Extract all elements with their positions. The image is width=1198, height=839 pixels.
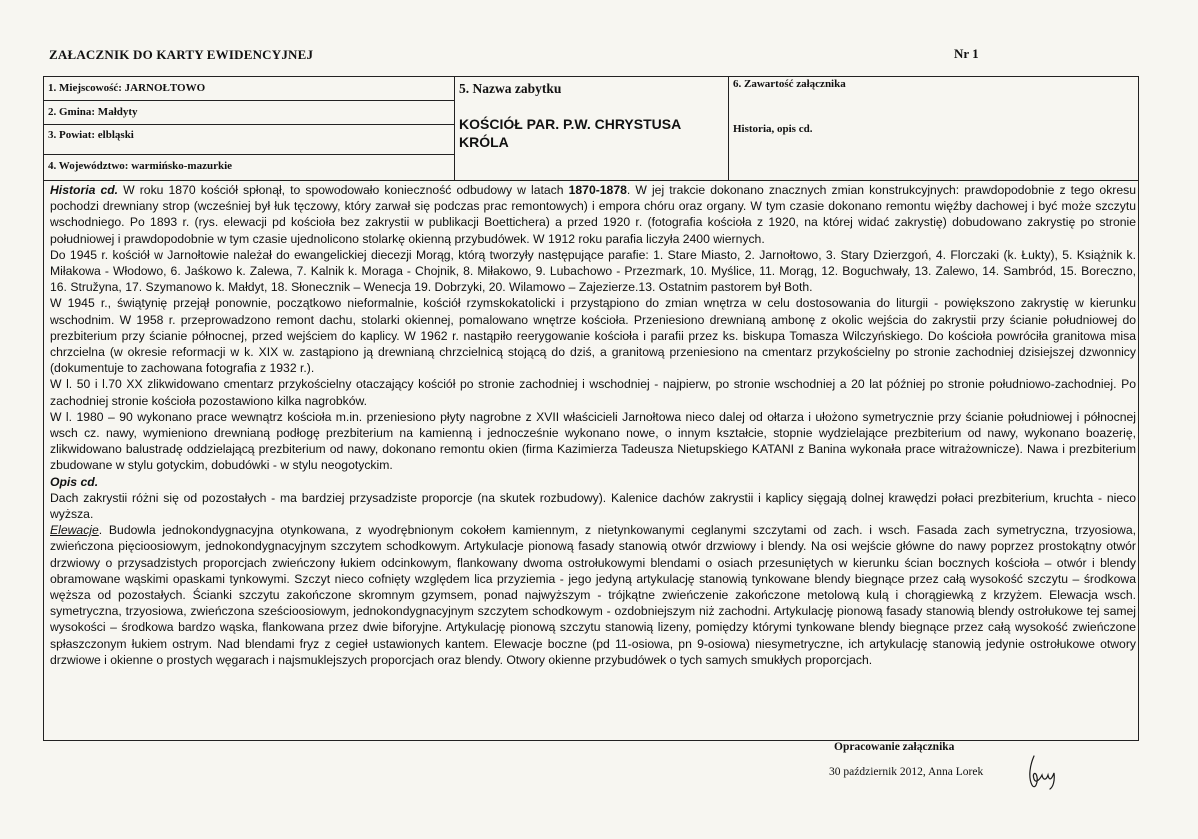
attachment-number: Nr 1 xyxy=(954,46,979,61)
monument-name-label: 5. Nazwa zabytku xyxy=(459,81,562,96)
paragraph-1980: W l. 1980 – 90 wykonano prace wewnątrz kościoła m.in. przeniesiono płyty nagrobne z XVII właścicieli Jarnołtowa nieco dalej od ołtarza i ułożono symetrycznie przy ścianie południowej i północnej wsch cz. nawy, wymieniono drewnianą podłogę prezbiterium na kamienną i jednocześnie wykonano nowe, o innym kształcie, stopnie wydzielające prezbiterium od nawy, wykonano boazerię, zlikwidowano balustradę oddzielającą prezbiterium od nawy, dokonano remontu okien (firma Kazimierza Tadeusza Nietupskiego KATANI z Banina wykonała prace witrażownicze). Nawa i prezbiterium zbudowane w stylu gotyckim, dobudówki - w stylu neogotyckim. xyxy=(50,409,1136,473)
history-text-a: W roku 1870 kościół spłonął, to spowodowało konieczność odbudowy w latach xyxy=(118,183,569,197)
prepared-by-date-author: 30 październik 2012, Anna Lorek xyxy=(829,766,984,778)
contents-column xyxy=(728,77,1138,180)
field-miejscowosc: 1. Miejscowość: JARNOŁTOWO xyxy=(44,77,454,101)
history-heading: Historia cd. xyxy=(50,183,119,197)
field-powiat: 3. Powiat: elbląski xyxy=(44,125,454,155)
prepared-by-heading: Opracowanie załącznika xyxy=(834,741,955,753)
paragraph-elevations xyxy=(50,522,1136,668)
elevations-heading: Elewacje xyxy=(50,523,99,538)
field-wojewodztwo: 4. Województwo: warmińsko-mazurkie xyxy=(48,160,233,172)
history-text-b: . W jej trakcie dokonano znacznych zmian konstrukcyjnych: prawdopodobnie z tego okresu pochodzi drewniany strop (wcześniej był łuk tęczowy, który zarwał się podczas prac remontowych) i empora chóru oraz organy. W tym czasie dokonano remontu więźby dachowej i być może szczytu wschodniego. Po 1893 r. (rys. elewacji pd kościoła bez zakrystii w publikacji Boettichera) a przed 1920 r. (fotografia kościoła z 1920, na której widać zakrystię) dobudowano zakrystię po stronie południowej i prawdopodobnie w tym czasie ujednolicono stolarkę okienną przybudówek. W 1912 roku parafia liczyła 2400 wiernych. xyxy=(50,183,1137,246)
location-column xyxy=(44,77,455,180)
monument-name-value: KOŚCIÓŁ PAR. P.W. CHRYSTUSA KRÓLA xyxy=(459,116,681,150)
document-title: ZAŁACZNIK DO KARTY EWIDENCYJNEJ xyxy=(49,47,314,62)
paragraph-diocese: Do 1945 r. kościół w Jarnołtowie należał do ewangelickiej diecezji Morąg, którą tworzyły następujące parafie: 1. Stare Miasto, 2. Jarnołtowo, 3. Stary Dzierzgoń, 4. Florczaki (k. Łukty), 5. Książnik k. Miłakowa - Włodowo, 6. Jaśkowo k. Zalewa, 7. Kalnik k. Moraga - Chojnik, 8. Miłakowo, 9. Lubachowo - Przezmark, 10. Myślice, 11. Morąg, 12. Boguchwały, 13. Zalewo, 14. Sambród, 15. Boreczno, 16. Stružyna, 17. Szymanowo k. Małdyt, 18. Słonecznik – Wenecja 19. Dobrzyki, 20. Wilamowo – Zajezierze.13. Ostatnim pastorem był Both. xyxy=(50,247,1136,295)
signature-image xyxy=(1020,753,1064,793)
description-box xyxy=(43,181,1139,741)
paragraph-history xyxy=(50,182,1136,247)
paragraph-1945: W 1945 r., świątynię przejął ponownie, początkowo nieformalnie, kościół rzymskokatolicki i przystąpiono do zmian wnętrza w celu dostosowania do liturgii - powiększono zakrystię w kierunku wschodnim. W 1958 r. przeprowadzono remont dachu, stolarki okiennej, pomalowano wnętrze kościoła. Przeniesiono drewnianą ambonę z okolic wejścia do zakrystii przy ścianie południowej do prezbiterium przy ścianie północnej, przed wejściem do kaplicy. W 1962 r. nastąpiło reerygowanie kościoła i parafii przez ks. biskupa Tomasza Wilczyńskiego. Do kościoła powróciła granitowa misa chrzcielna (w okresie reformacji w k. XIX w. zastąpiono ją drewnianą chrzcielnicą stojącą do dziś, a granitową przeniesiono na cmentarz przykościelny po stronie zachodniej dzisiejszej dzwonnicy (dokumentuje to zachowana fotografia z 1932 r.). xyxy=(50,296,1136,376)
monument-name-column xyxy=(454,77,729,180)
contents-value: Historia, opis cd. xyxy=(733,123,813,135)
contents-label: 6. Zawartość załącznika xyxy=(733,78,846,90)
elevations-text: . Budowla jednokondygnacyjna otynkowana, z wyodrębnionym cokołem kamiennym, z nietynkowanymi ceglanymi szczytami od zach. i wsch. Fasada zach symetryczna, trzyosiowa, zwieńczona pięcioosiowym, jednokondygnacyjnym szczytem schodkowym. Artykulacje pionową fasady stanowią otwór drzwiowy i blendy. Na osi wejście główne do nawy poprzez prostokątny otwór drzwiowy o przysadzistych proporcjach zwieńczony łukiem odcinkowym, flankowany dwoma ostrołukowymi blendami o osiach przesuniętych w kierunku ścian bocznych kościoła – otwór i blendy obramowane wąskimi opaskami tynkowymi. Szczyt nieco cofnięty względem lica przyziemia - jego jedyną artykulację stanowią tynkowane blendy biegnące przez całą wysokość szczytu – środkowa węższa od pozostałych. Ścianki szczytu zakończone skromnym gzymsem, ponad najwyższym - trójkątne zwieńczenie zakończone metolową kulą i chorągiewką z krzyżem. Elewacja wsch. symetryczna, trzyosiowa, zwieńczona sześcioosiowym, jednokondygnacyjnym szczytem schodkowym - ozdobniejszym niż zachodni. Artykulację pionową fasady stanowią blendy ostrołukowe tej samej wysokości – środkowa bardzo wąska, flankowana przez dwie biforyjne. Artykulację pionową szczytu stanowią lizeny, pomiędzy którymi tynkowane blendy biegnące przez całą wysokość zwieńczone spłaszczonym łukiem ostrym. Nad blendami fryz z cegieł ustawionych kantem. Elewacje boczne (pd 11-osiowa, pn 9-osiowa) niesymetryczne, ich artykulację stanowią jedynie ostrołukowe otwory drzwiowe i okienne o prostych węgarach i najsmuklejszych proporcjach oraz blendy. Otwory okienne przybudówek o tych samych smukłych proporcjach. xyxy=(50,523,1136,667)
paragraph-cemetery: W l. 50 i l.70 XX zlikwidowano cmentarz przykościelny otaczający kościół po stronie zachodniej i wschodniej - najpierw, po stronie wschodniej a 20 lat później po stronie południowo-zachodniej. Po zachodniej stronie kościoła pozostawiono kilka nagrobków. xyxy=(50,377,1136,408)
field-gmina: 2. Gmina: Małdyty xyxy=(44,101,454,125)
paragraph-roof: Dach zakrystii różni się od pozostałych - ma bardziej przysadziste proporcje (na skutek rozbudowy). Kalenice dachów zakrystii i kaplicy sięgają dolnej krawędzi połaci prezbiterium, kruchta - nieco wyższa. xyxy=(50,490,1136,522)
history-years: 1870-1878 xyxy=(568,183,627,197)
header-table xyxy=(43,76,1139,181)
description-text xyxy=(50,182,1136,668)
opis-heading: Opis cd. xyxy=(50,474,99,489)
